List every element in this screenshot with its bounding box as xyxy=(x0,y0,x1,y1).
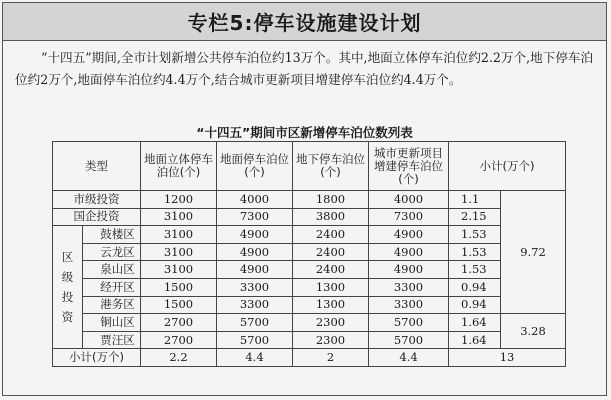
district-group-char: 级 xyxy=(61,270,74,285)
cell: 7300 xyxy=(217,208,293,226)
row-label: 贾汪区 xyxy=(83,331,141,349)
cell: 3300 xyxy=(369,296,449,314)
cell: 4900 xyxy=(369,261,449,279)
cell: 5700 xyxy=(369,314,449,332)
row-label: 市级投资 xyxy=(53,191,141,209)
cell: 1300 xyxy=(293,296,369,314)
district-group-char: 投 xyxy=(61,290,74,305)
district-group-char: 区 xyxy=(61,250,74,265)
intro-paragraph: “十四五”期间,全市计划新增公共停车泊位约13万个。其中,地面立体停车泊位约2.2万个,地下停车泊位约2万个,地面停车泊位约4.4万个,结合城市更新项目增建停车泊位约4.4万个。 xyxy=(15,50,594,87)
total-cell: 4.4 xyxy=(217,349,293,367)
table-row xyxy=(53,331,566,349)
cell: 4900 xyxy=(369,243,449,261)
cell: 4000 xyxy=(217,191,293,209)
header-type: 类型 xyxy=(53,142,141,191)
cell: 2400 xyxy=(293,226,369,244)
row-label: 经开区 xyxy=(83,278,141,296)
cell: 4000 xyxy=(369,191,449,209)
document-frame xyxy=(2,2,607,396)
header-c4: 城市更新项目增建停车泊位(个) xyxy=(369,142,449,191)
cell: 2300 xyxy=(293,331,369,349)
cell: 7300 xyxy=(369,208,449,226)
cell: 2700 xyxy=(141,314,217,332)
cell: 4900 xyxy=(217,261,293,279)
cell: 1200 xyxy=(141,191,217,209)
cell: 3300 xyxy=(217,296,293,314)
header-subtotal: 小计(万个) xyxy=(449,142,566,191)
row-label: 铜山区 xyxy=(83,314,141,332)
row-label: 鼓楼区 xyxy=(83,226,141,244)
group-total-a: 9.72 xyxy=(501,191,566,314)
table-row xyxy=(53,191,566,209)
cell: 2400 xyxy=(293,243,369,261)
cell: 2400 xyxy=(293,261,369,279)
header-c3: 地下停车泊位(个) xyxy=(293,142,369,191)
table-row xyxy=(53,243,566,261)
total-cell: 4.4 xyxy=(369,349,449,367)
subtotal-cell: 1.53 xyxy=(449,226,501,244)
subtotal-cell: 1.53 xyxy=(449,243,501,261)
subtotal-cell: 2.15 xyxy=(449,208,501,226)
subtotal-cell: 1.64 xyxy=(449,314,501,332)
total-label: 小计(万个) xyxy=(53,349,141,367)
table-row xyxy=(53,208,566,226)
row-label: 云龙区 xyxy=(83,243,141,261)
table-row xyxy=(53,261,566,279)
district-group-label xyxy=(53,226,83,349)
cell: 2300 xyxy=(293,314,369,332)
cell: 3100 xyxy=(141,243,217,261)
row-label: 国企投资 xyxy=(53,208,141,226)
subtotal-cell: 0.94 xyxy=(449,278,501,296)
cell: 4900 xyxy=(217,226,293,244)
district-group-char: 资 xyxy=(61,310,74,325)
cell: 1500 xyxy=(141,278,217,296)
header-c1: 地面立体停车泊位(个) xyxy=(141,142,217,191)
grand-total-cell: 13 xyxy=(449,349,566,367)
subtotal-cell: 1.1 xyxy=(449,191,501,209)
row-label: 港务区 xyxy=(83,296,141,314)
table-row xyxy=(53,296,566,314)
column-title: 专栏5:停车设施建设计划 xyxy=(187,11,422,35)
parking-table xyxy=(52,141,566,367)
subtotal-cell: 1.64 xyxy=(449,331,501,349)
cell: 5700 xyxy=(217,314,293,332)
subtotal-cell: 1.53 xyxy=(449,261,501,279)
cell: 5700 xyxy=(369,331,449,349)
table-title: “十四五”期间市区新增停车泊位数列表 xyxy=(196,125,413,140)
cell: 2700 xyxy=(141,331,217,349)
header-c2: 地面停车泊位(个) xyxy=(217,142,293,191)
cell: 3100 xyxy=(141,261,217,279)
cell: 3100 xyxy=(141,208,217,226)
group-total-b: 3.28 xyxy=(501,314,566,349)
cell: 3100 xyxy=(141,226,217,244)
table-row xyxy=(53,314,566,332)
table-total-row xyxy=(53,349,566,367)
cell: 3300 xyxy=(217,278,293,296)
cell: 3800 xyxy=(293,208,369,226)
cell: 1800 xyxy=(293,191,369,209)
cell: 1500 xyxy=(141,296,217,314)
cell: 1300 xyxy=(293,278,369,296)
row-label: 泉山区 xyxy=(83,261,141,279)
table-row xyxy=(53,278,566,296)
column-title-bar xyxy=(3,3,606,41)
cell: 4900 xyxy=(217,243,293,261)
subtotal-cell: 0.94 xyxy=(449,296,501,314)
table-header-row xyxy=(53,142,566,191)
total-cell: 2.2 xyxy=(141,349,217,367)
total-cell: 2 xyxy=(293,349,369,367)
table-row xyxy=(53,226,566,244)
cell: 5700 xyxy=(217,331,293,349)
cell: 4900 xyxy=(369,226,449,244)
cell: 3300 xyxy=(369,278,449,296)
